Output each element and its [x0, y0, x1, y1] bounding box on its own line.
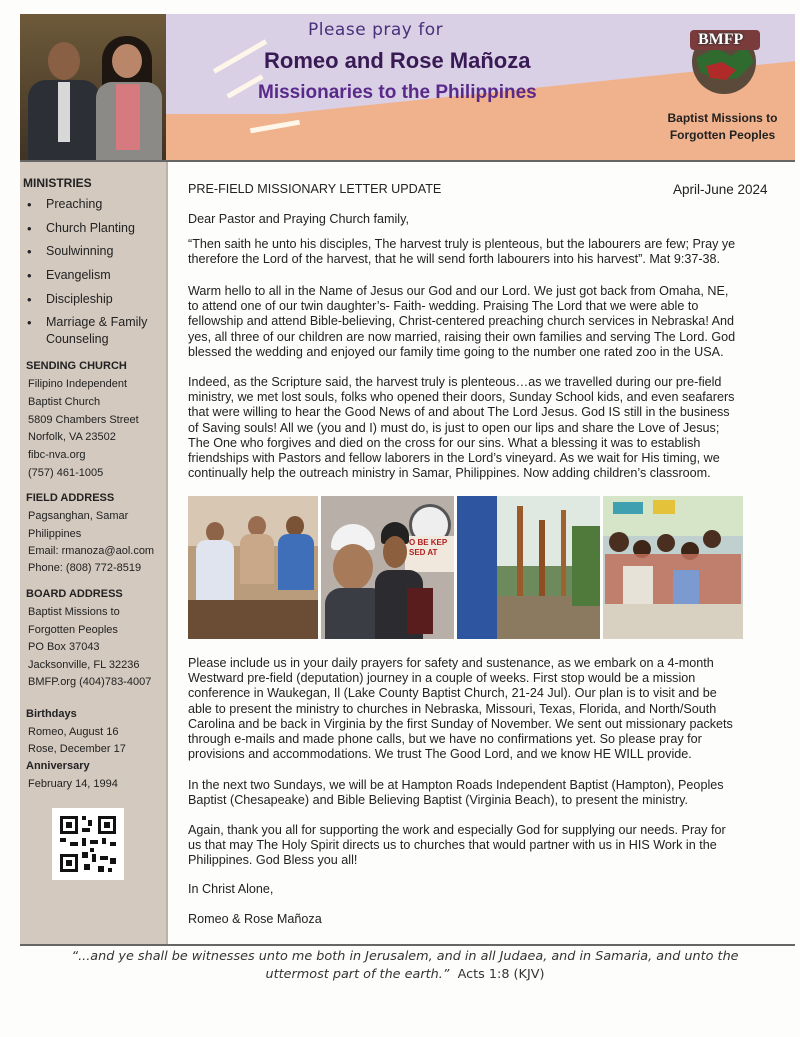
board-line: Forgotten Peoples: [28, 624, 118, 636]
photo-fellowship: [188, 496, 318, 639]
bmfp-logo-text: BMFP: [698, 31, 744, 48]
paragraph-harvest: Indeed, as the Scripture said, the harvest truly is plenteous…as we travelled during our pre-field ministry, we met lost souls, folks who opened their doors, Sunday School kids, and even seafarers that were willing to hear the Good News of and about The Lord Jesus. God IS still in the business of Saving souls! All we (you and I) must do, is just to open our lips and share the Love of Jesus; The One who forgives and died on the cross for our sins. What a blessing it was to establish friendships with Pastors and fellow laborers in the Lord’s vineyard. As we wait for His timing, we continually help the outreach ministry in Samar, Philippines. Now adding children’s classroom.: [188, 375, 735, 481]
list-item: • Evangelism: [24, 267, 164, 284]
board-address-heading: BOARD ADDRESS: [26, 588, 123, 600]
field-line: Philippines: [28, 528, 82, 540]
photo-seafarers: [321, 496, 454, 639]
mission-field: Missionaries to the Philippines: [258, 82, 537, 103]
signature: Romeo & Rose Mañoza: [188, 912, 322, 926]
qr-code[interactable]: [52, 808, 124, 880]
ministry-photos: [188, 496, 743, 639]
board-website[interactable]: BMFP.org (404)783-4007: [28, 676, 152, 688]
photo-construction: [457, 496, 600, 639]
paragraph-prayer-request: Please include us in your daily prayers for safety and sustenance, as we embark on a 4-month Westward pre-field (deputation) journey in a couple of weeks. First stop would be a mission conference in Waukegan, Il (Lake County Baptist Church, 21-24 Jul). Our plan is to visit and be able to present the ministry to churches in Nebraska, Missouri, Texas, Florida, and North/South Carolina and be back in Virginia by the first Sunday of November. We sent out missionary packets through e-mails and made phone calls, but we have no confirmations yet. So please pray for provisions and accommodations. We trust The Good Lord, and we know HE WILL provide.: [188, 656, 733, 762]
field-email[interactable]: Email: rmanoza@aol.com: [28, 545, 155, 557]
birthday-line: Rose, December 17: [28, 743, 126, 755]
anniversary-heading: Anniversary: [26, 760, 90, 772]
ministries-heading: MINISTRIES: [23, 176, 92, 190]
anniversary-date: February 14, 1994: [28, 778, 118, 790]
scripture-paragraph: “Then saith he unto his disciples, The harvest truly is plenteous, but the labourers are few; Pray ye therefore the Lord of the harvest, that he will send forth labourers into his harvest”. Mat 9:37-38.: [188, 237, 736, 267]
birthday-line: Romeo, August 16: [28, 726, 119, 738]
letter-date: April-June 2024: [673, 182, 768, 197]
sidebar: [20, 162, 168, 945]
list-item: • Soulwinning: [24, 243, 164, 260]
sending-phone: (757) 461-1005: [28, 467, 104, 479]
list-item: • Preaching: [24, 196, 164, 213]
field-phone: Phone: (808) 772-8519: [28, 562, 142, 574]
pray-for-title: Please pray for: [308, 20, 444, 40]
salutation: Dear Pastor and Praying Church family,: [188, 212, 409, 226]
bmfp-logo: [676, 18, 772, 96]
photo-sign-text: O BE KEP SED AT: [409, 538, 448, 557]
letter-title: PRE-FIELD MISSIONARY LETTER UPDATE: [188, 182, 442, 196]
organization-name: Baptist Missions to Forgotten Peoples: [667, 111, 778, 143]
paragraph-schedule: In the next two Sundays, we will be at Hampton Roads Independent Baptist (Hampton), Peoples Baptist (Chesapeake) and Bible Believing Baptist (Virginia Beach), to present the ministry.: [188, 778, 724, 808]
paragraph-thanks: Again, thank you all for supporting the work and especially God for supplying our needs. Pray for us that may The Holy Spirit directs us to churches that would partner with us in HIS Work in the Philippines. God Bless you all!: [188, 823, 726, 868]
missionary-couple-photo: [20, 14, 166, 160]
paragraph-greeting: Warm hello to all in the Name of Jesus our God and our Lord. We just got back from Omaha, NE, to attend one of our twin daughter’s- Faith- wedding. Praising The Lord that we were able to fellowship and attend Bible-believing, Christ-centered preaching church services in Nebraska! And yes, all three of our children are now married, raising their own families and serving The Lord. God blessed the wedding and enjoyed our family time going to the number one rated zoo in the USA.: [188, 284, 736, 359]
sending-church-heading: SENDING CHURCH: [26, 360, 127, 372]
sending-line: 5809 Chambers Street: [28, 414, 139, 426]
sending-line: Baptist Church: [28, 396, 101, 408]
ministries-list: [24, 196, 164, 355]
board-line: Jacksonville, FL 32236: [28, 659, 140, 671]
missionary-names: Romeo and Rose Mañoza: [264, 48, 531, 73]
footer-divider: [20, 944, 795, 946]
verse-reference: Acts 1:8 (KJV): [457, 967, 545, 982]
list-item: • Discipleship: [24, 291, 164, 308]
board-line: Baptist Missions to: [28, 606, 120, 618]
sending-website[interactable]: fibc-nva.org: [28, 449, 86, 461]
list-item: • Marriage & Family Counseling: [24, 314, 164, 348]
birthdays-heading: Birthdays: [26, 708, 77, 720]
field-line: Pagsanghan, Samar: [28, 510, 129, 522]
sending-line: Filipino Independent: [28, 378, 128, 390]
photo-childrens-classroom: [603, 496, 743, 639]
footer-verse: “...and ye shall be witnesses unto me both in Jerusalem, and in all Judaea, and in Samaria, and unto the uttermost part of the earth.” Acts 1:8 (KJV): [71, 949, 739, 982]
list-item: • Church Planting: [24, 220, 164, 237]
field-address-heading: FIELD ADDRESS: [26, 492, 115, 504]
board-line: PO Box 37043: [28, 641, 100, 653]
sending-line: Norfolk, VA 23502: [28, 431, 116, 443]
closing: In Christ Alone,: [188, 882, 274, 896]
